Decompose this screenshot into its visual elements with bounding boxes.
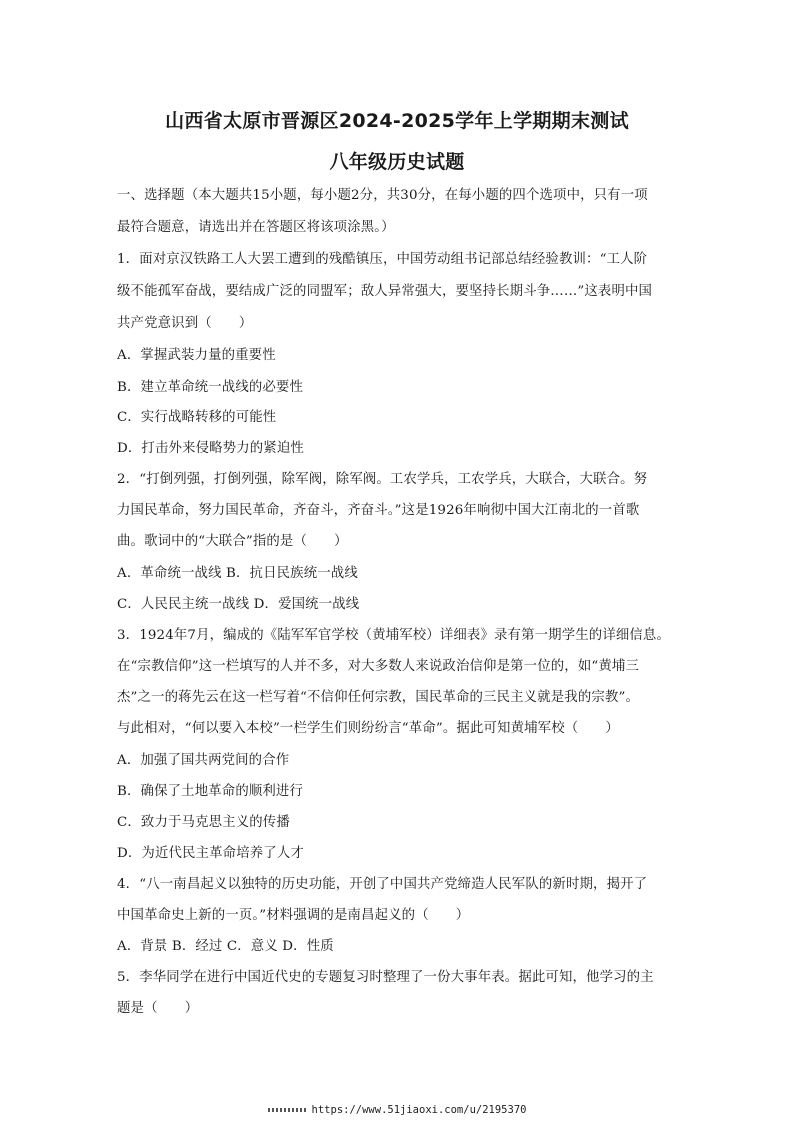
text-line: 共产党意识到（ ） [117, 316, 253, 331]
question-4-stem: 4．“八一南昌起义以独特的历史功能，开创了中国共产党缔造人民军队的新时期，揭开了 [117, 877, 648, 892]
question-5-stem: 5．李华同学在进行中国近代史的专题复习时整理了一份大事年表。据此可知，他学习的主 [117, 970, 654, 985]
question-1-stem: 1．面对京汉铁路工人大罢工遭到的残酷镇压，中国劳动组书记部总结经验教训：“工人阶 [117, 252, 648, 267]
footer-url[interactable]: https://www.51jiaoxi.com/u/2195370 [311, 1104, 527, 1116]
option-1d: D．打击外来侵略势力的紧迫性 [117, 441, 304, 456]
text-line: 力国民革命，努力国民革命，齐奋斗，齐奋斗。”这是1926年响彻中国大江南北的一首歌 [117, 503, 640, 518]
text-line: 最符合题意，请选出并在答题区将该项涂黑。） [117, 220, 395, 235]
question-3-stem: 3．1924年7月，编成的《陆军军官学校（黄埔军校）详细表》录有第一期学生的详细信息。 [117, 628, 671, 643]
option-3d: D．为近代民主革命培养了人才 [117, 846, 304, 861]
options-2ab: A．革命统一战线 B．抗日民族统一战线 [117, 566, 358, 581]
options-4: A．背景 B．经过 C．意义 D．性质 [117, 939, 334, 954]
footer-watermark [0, 1104, 794, 1116]
text-line: 在“宗教信仰”这一栏填写的人并不多，对大多数人来说政治信仰是第一位的，如“黄埔三 [117, 659, 639, 674]
watermark-mark-icon [268, 1108, 306, 1112]
exam-subtitle: 八年级历史试题 [329, 151, 465, 173]
option-3c: C．致力于马克思主义的传播 [117, 815, 290, 830]
option-1a: A．掌握武装力量的重要性 [117, 348, 276, 363]
question-2-stem: 2．“打倒列强，打倒列强，除军阀，除军阀。工农学兵，工农学兵，大联合，大联合。努 [117, 472, 648, 487]
text-line: 题是（ ） [117, 1001, 199, 1016]
text-line: 与此相对，“何以要入本校”一栏学生们则纷纷言“革命”。据此可知黄埔军校（ ） [117, 721, 619, 736]
option-3b: B．确保了土地革命的顺利进行 [117, 784, 304, 799]
text-line: 杰”之一的蒋先云在这一栏写着“不信仰任何宗教，国民革命的三民主义就是我的宗教”。 [117, 690, 639, 705]
text-line: 级不能孤军奋战，要结成广泛的同盟军；敌人异常强大，要坚持长期斗争……”这表明中国 [117, 284, 653, 299]
options-2cd: C．人民民主统一战线 D．爱国统一战线 [117, 597, 360, 612]
text-line: 曲。歌词中的“大联合”指的是（ ） [117, 534, 348, 549]
option-1b: B．建立革命统一战线的必要性 [117, 380, 304, 395]
exam-title: 山西省太原市晋源区2024-2025学年上学期期末测试 [165, 110, 629, 132]
option-3a: A．加强了国共两党间的合作 [117, 753, 290, 768]
text-line: 一、选择题（本大题共15小题，每小题2分，共30分，在每小题的四个选项中，只有一项 [117, 188, 648, 203]
option-1c: C．实行战略转移的可能性 [117, 410, 277, 425]
text-line: 中国革命史上新的一页。”材料强调的是南昌起义的（ ） [117, 908, 470, 923]
